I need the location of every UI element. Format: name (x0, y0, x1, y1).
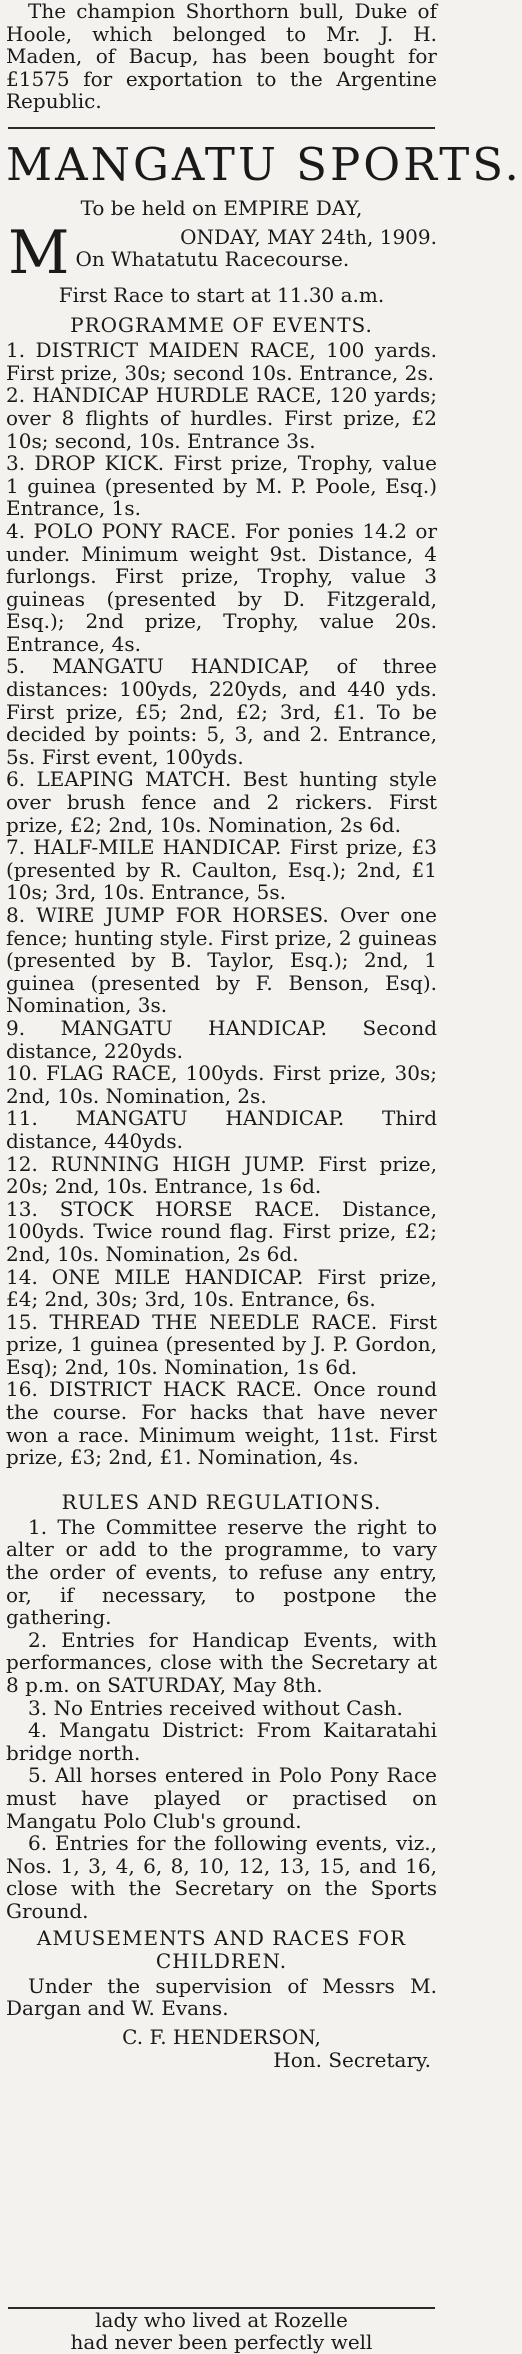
list-item: 14. ONE MILE HANDICAP. First prize, £4; 2nd, 30s; 3rd, 10s. Entrance, 6s. (6, 1264, 437, 1312)
venue: On Whatatutu Racecourse. (75, 247, 350, 272)
list-item: 6. Entries for the following events, viz., Nos. 1, 3, 4, 6, 8, 10, 12, 13, 15, and 16, close with the Secretary on the Sports Ground. (6, 1831, 437, 1923)
list-item: 9. MANGATU HANDICAP. Second distance, 220yds. (6, 1015, 437, 1063)
list-item: 4. POLO PONY RACE. For ponies 14.2 or under. Minimum weight 9st. Distance, 4 furlongs. First prize, Trophy, value 3 guineas (presented by D. Fitzgerald, Esq.); 2nd prize, Trophy, value 20s. Entrance, 4s. (6, 518, 437, 656)
list-item: 16. DISTRICT HACK RACE. Once round the course. For hacks that have never won a race. Minimum weight, 11st. First prize, £3; 2nd, £1. Nomination, 4s. (6, 1377, 437, 1470)
supervision-note: Under the supervision of Messrs M. Dargan and W. Evans. (6, 1973, 437, 2021)
list-item: 1. The Committee reserve the right to alter or add to the programme, to vary the order of events, to refuse any entry, or, if necessary, to postpone the gathering. (6, 1514, 437, 1630)
list-item: 2. HANDICAP HURDLE RACE, 120 yards; over 8 flights of hurdles. First prize, £2 10s; second, 10s. Entrance 3s. (6, 383, 437, 453)
list-item: 1. DISTRICT MAIDEN RACE, 100 yards. First prize, 30s; second 10s. Entrance, 2s. (6, 338, 437, 385)
list-item: 5. All horses entered in Polo Pony Race must have played or practised on Mangatu Polo Club's ground. (6, 1763, 437, 1833)
signature-title: Hon. Secretary. (273, 2047, 431, 2072)
list-item: 3. DROP KICK. First prize, Trophy, value 1 guinea (presented by M. P. Poole, Esq.) Entrance, 1s. (6, 451, 437, 521)
rules-list (6, 1516, 437, 1923)
date-line: ONDAY, MAY 24th, 1909. (180, 224, 437, 249)
date-dropcap: M (8, 217, 70, 288)
events-list (6, 339, 437, 1469)
list-item: 15. THREAD THE NEEDLE RACE. First prize, 1 guinea (presented by J. P. Gordon, Esq); 2nd, 10s. Nomination, 1s 6d. (6, 1309, 437, 1379)
list-item: 13. STOCK HORSE RACE. Distance, 100yds. Twice round flag. First prize, £2; 2nd, 10s. Nomination, 2s 6d. (6, 1196, 437, 1266)
programme-heading: PROGRAMME OF EVENTS. (70, 313, 373, 338)
fragment-line-1: lady who lived at Rozelle (95, 2308, 348, 2332)
amusements-heading: AMUSEMENTS AND RACES FOR CHILDREN. (36, 1925, 407, 1973)
divider (8, 127, 435, 129)
list-item: 12. RUNNING HIGH JUMP. First prize, 20s; 2nd, 10s. Entrance, 1s 6d. (6, 1151, 437, 1199)
top-notice: The champion Shorthorn bull, Duke of Hoole, which belonged to Mr. J. H. Maden, of Bacup, has been bought for £1575 for exportation to the Argentine Republic. (6, 0, 437, 114)
list-item: 8. WIRE JUMP FOR HORSES. Over one fence; hunting style. First prize, 2 guineas (presented by B. Taylor, Esq.); 2nd, 1 guinea (presented by F. Benson, Esq). Nomination, 3s. (6, 903, 437, 1018)
subtitle: To be held on EMPIRE DAY, (80, 195, 363, 220)
start-time: First Race to start at 11.30 a.m. (58, 282, 385, 307)
list-item: 6. LEAPING MATCH. Best hunting style over brush fence and 2 rickers. First prize, £2; 2nd, 10s. Nomination, 2s 6d. (6, 767, 437, 837)
rules-heading: RULES AND REGULATIONS. (61, 1489, 382, 1514)
list-item: 5. MANGATU HANDICAP, of three distances: 100yds, 220yds, and 440 yds. First prize, £5; 2nd, £2; 3rd, £1. To be decided by points: 5, 3, and 2. Entrance, 5s. First event, 100yds. (6, 654, 437, 769)
date-block (6, 217, 437, 288)
list-item: 3. No Entries received without Cash. (28, 1695, 403, 1720)
page-title: MANGATU SPORTS. (6, 137, 522, 191)
list-item: 2. Entries for Handicap Events, with performances, close with the Secretary at 8 p.m. on SATURDAY, May 8th. (6, 1627, 437, 1697)
list-item: 10. FLAG RACE, 100yds. First prize, 30s; 2nd, 10s. Nomination, 2s. (6, 1061, 437, 1108)
list-item: 11. MANGATU HANDICAP. Third distance, 440yds. (6, 1106, 437, 1153)
list-item: 7. HALF-MILE HANDICAP. First prize, £3 (presented by R. Caulton, Esq.); 2nd, £1 10s; 3rd, 10s. Entrance, 5s. (6, 835, 437, 905)
signature-name: C. F. HENDERSON, (122, 2024, 321, 2049)
list-item: 4. Mangatu District: From Kaitaratahi bridge north. (6, 1718, 437, 1765)
fragment-line-2: had never been perfectly well (70, 2330, 373, 2354)
next-article-fragment (6, 2307, 437, 2354)
